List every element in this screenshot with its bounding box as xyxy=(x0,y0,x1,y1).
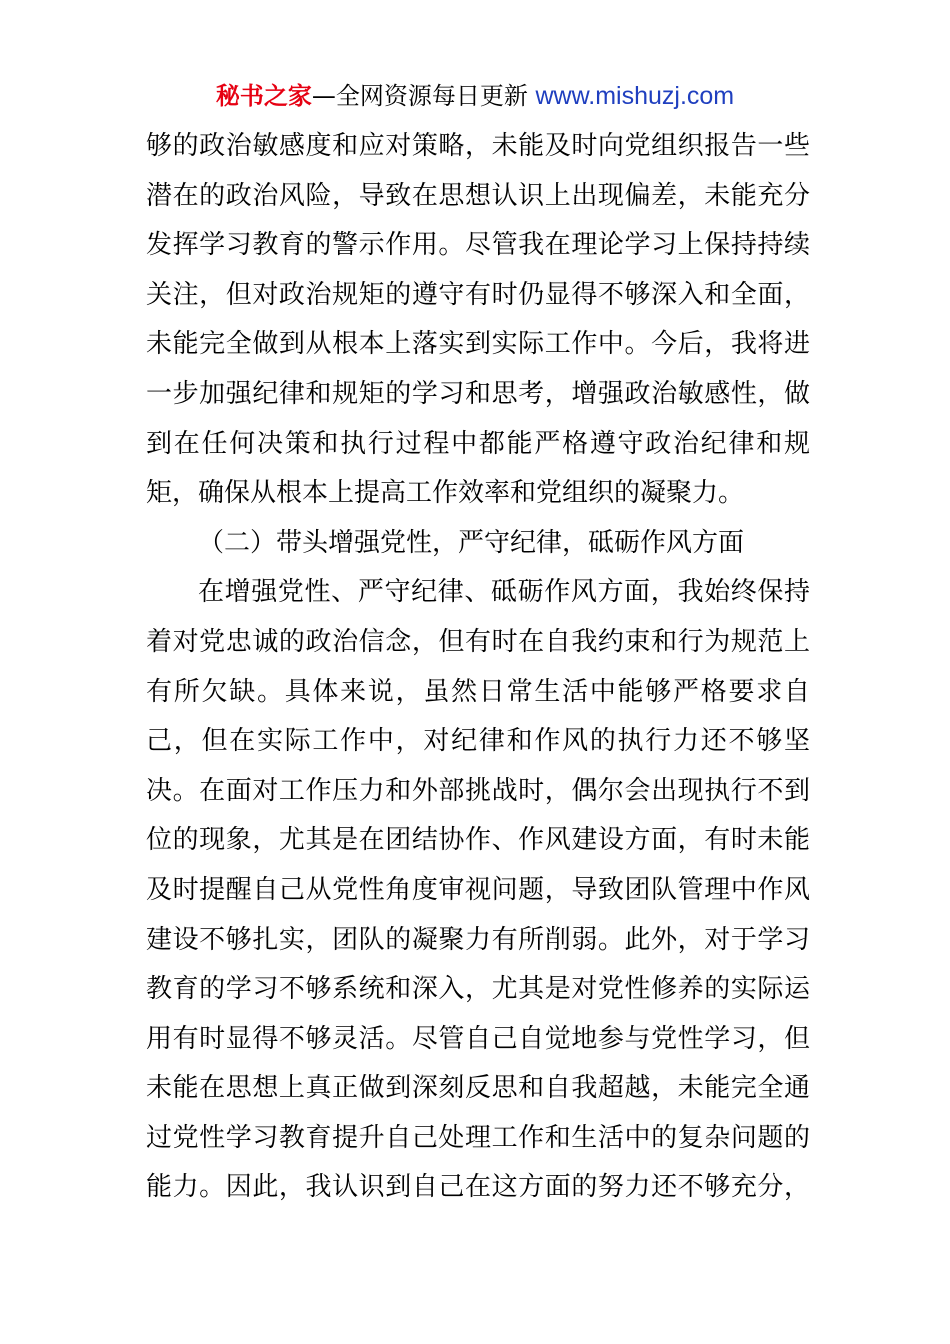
text-line: 关注，但对政治规矩的遵守有时仍显得不够深入和全面， xyxy=(146,279,810,310)
text-line: 矩，确保从根本上提高工作效率和党组织的凝聚力。 xyxy=(146,478,745,509)
text-line: 着对党忠诚的政治信念，但有时在自我约束和行为规范上 xyxy=(146,626,810,657)
text-line: 够的政治敏感度和应对策略，未能及时向党组织报告一些 xyxy=(146,131,810,161)
text-line: 未能完全做到从根本上落实到实际工作中。今后，我将进 xyxy=(146,329,810,360)
section-heading: （二）带头增强党性，严守纪律，砥砺作风方面 xyxy=(198,527,745,558)
text-line: 位的现象，尤其是在团结协作、作风建设方面，有时未能 xyxy=(146,825,810,856)
text-line: 及时提醒自己从党性角度审视问题，导致团队管理中作风 xyxy=(146,874,810,905)
text-line: 一步加强纪律和规矩的学习和思考，增强政治敏感性，做 xyxy=(146,378,810,409)
text-line: 过党性学习教育提升自己处理工作和生活中的复杂问题的 xyxy=(146,1122,810,1153)
site-header xyxy=(0,80,950,112)
text-line: 潜在的政治风险，导致在思想认识上出现偏差，未能充分 xyxy=(146,180,810,211)
text-line: 建设不够扎实，团队的凝聚力有所削弱。此外，对于学习 xyxy=(146,924,810,955)
site-url: www.mishuzj.com xyxy=(535,82,735,110)
text-line: 在增强党性、严守纪律、砥砺作风方面，我始终保持 xyxy=(198,577,810,608)
site-brand: 秘书之家 xyxy=(215,82,312,110)
text-line: 到在任何决策和执行过程中都能严格遵守政治纪律和规 xyxy=(146,428,810,459)
text-line: 未能在思想上真正做到深刻反思和自我超越，未能完全通 xyxy=(146,1073,810,1104)
text-line: 有所欠缺。具体来说，虽然日常生活中能够严格要求自 xyxy=(146,676,810,707)
text-line: 发挥学习教育的警示作用。尽管我在理论学习上保持持续 xyxy=(146,230,810,261)
text-line: 己，但在实际工作中，对纪律和作风的执行力还不够坚 xyxy=(146,726,810,757)
site-tagline: —全网资源每日更新 xyxy=(311,82,528,110)
text-line: 决。在面对工作压力和外部挑战时，偶尔会出现执行不到 xyxy=(146,775,810,806)
document-body xyxy=(146,122,810,1213)
text-line: 能力。因此，我认识到自己在这方面的努力还不够充分， xyxy=(146,1172,810,1203)
text-line: 教育的学习不够系统和深入，尤其是对党性修养的实际运 xyxy=(146,974,810,1005)
text-line: 用有时显得不够灵活。尽管自己自觉地参与党性学习，但 xyxy=(146,1023,810,1054)
